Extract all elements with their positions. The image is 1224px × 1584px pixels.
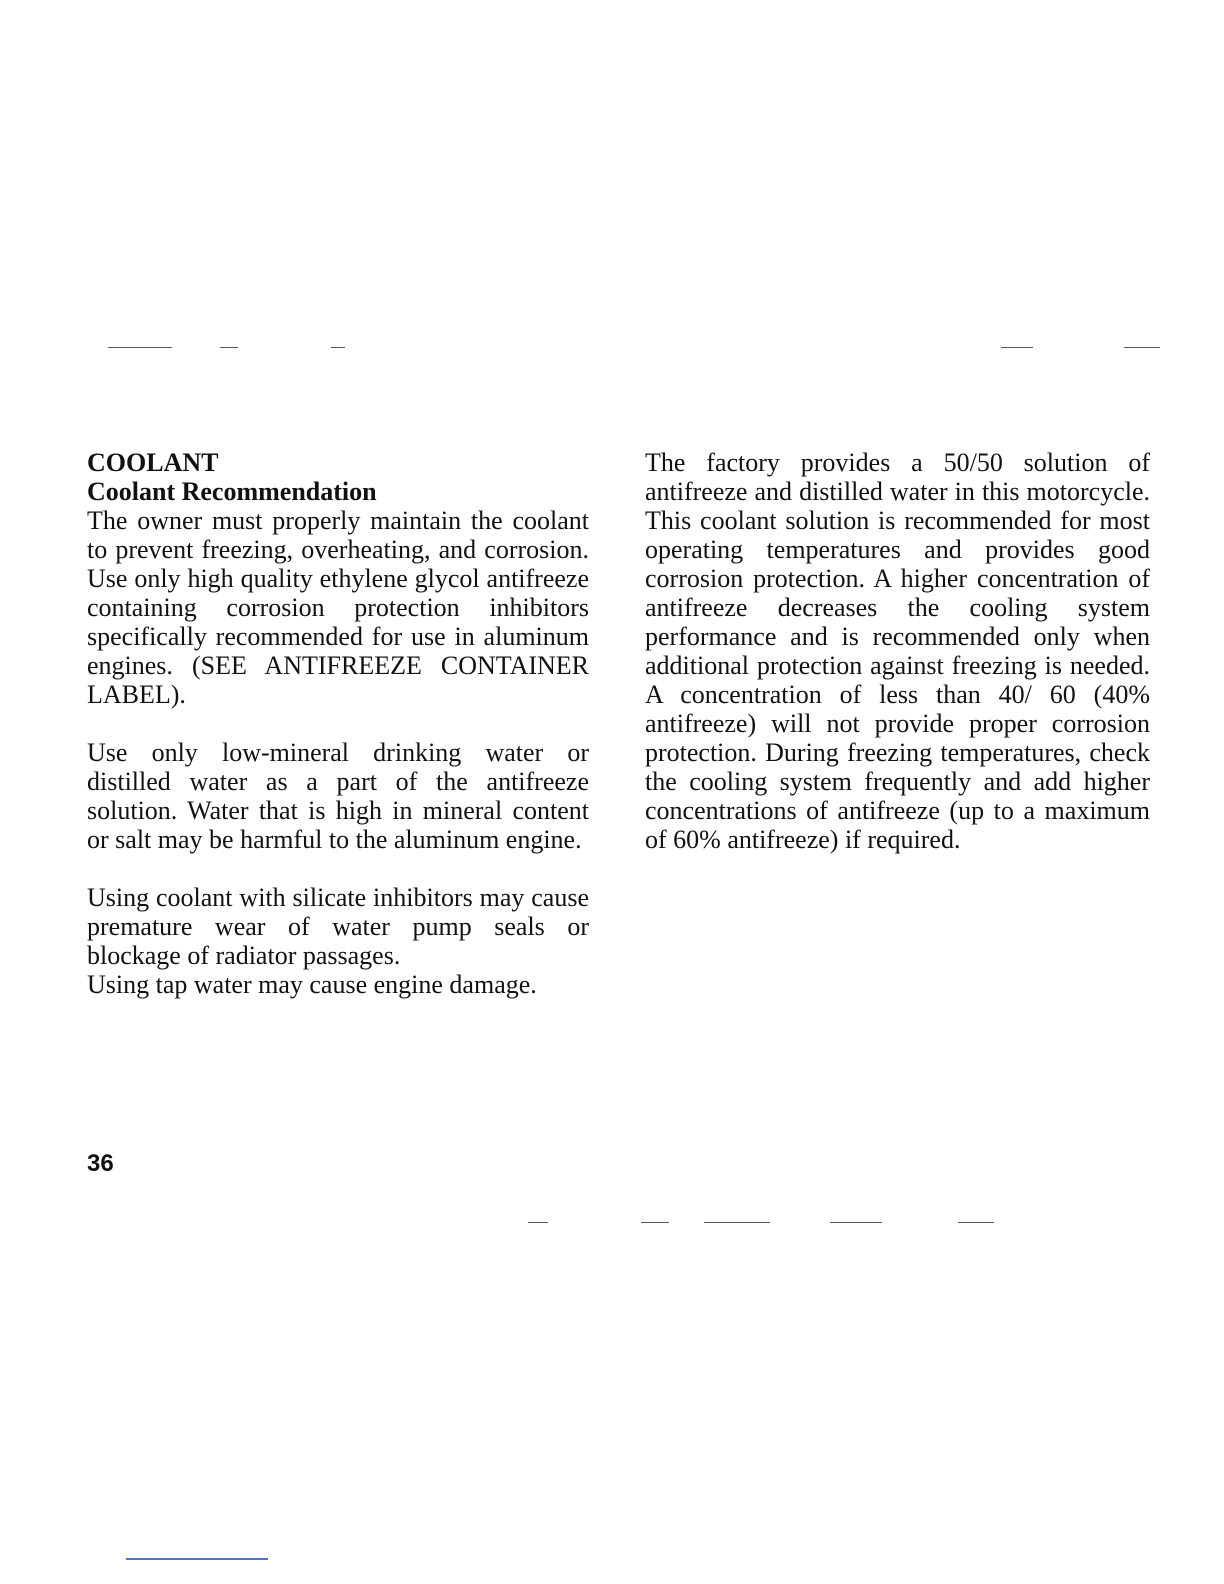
scan-dash [331,347,345,348]
section-subheading: Coolant Recommendation [87,477,377,506]
page-number: 36 [87,1150,114,1177]
scan-dash [108,347,172,348]
section-heading: COOLANT [87,448,219,477]
scan-dash [704,1222,770,1223]
scan-dash [958,1222,994,1223]
paragraph: Using tap water may cause engine damage. [87,970,537,999]
left-column [87,448,589,999]
paragraph: Using coolant with silicate inhibitors may cause premature wear of water pump seals or blockage of radiator passages. [87,883,589,970]
scan-dash [220,347,238,348]
underline-artifact [126,1558,268,1560]
scan-dash [528,1222,548,1223]
paragraph: The owner must properly maintain the coolant to prevent freezing, overheating, and corrosion. Use only high quality ethylene glycol antifreeze containing corrosion protection inhibitors specifically recommended for use in aluminum engines. (SEE ANTIFREEZE CONTAINER LABEL). [87,506,589,709]
paragraph: The factory provides a 50/50 solution of antifreeze and distilled water in this motorcycle. This coolant solution is recommended for most operating temperatures and provides good corrosion protection. A higher concentration of antifreeze decreases the cooling system performance and is recommended only when additional protection against freezing is needed. A concentration of less than 40/ 60 (40% antifreeze) will not provide proper corrosion protection. During freezing temperatures, check the cooling system frequently and add higher concentrations of antifreeze (up to a maximum of 60% antifreeze) if required. [645,448,1150,854]
paragraph: Use only low-mineral drinking water or distilled water as a part of the antifreeze solution. Water that is high in mineral content or salt may be harmful to the aluminum engine. [87,738,589,854]
scan-dash [1124,347,1160,348]
right-column [645,448,1150,854]
scan-dash [1001,347,1033,348]
scan-dash [641,1222,669,1223]
scan-dash [830,1222,882,1223]
